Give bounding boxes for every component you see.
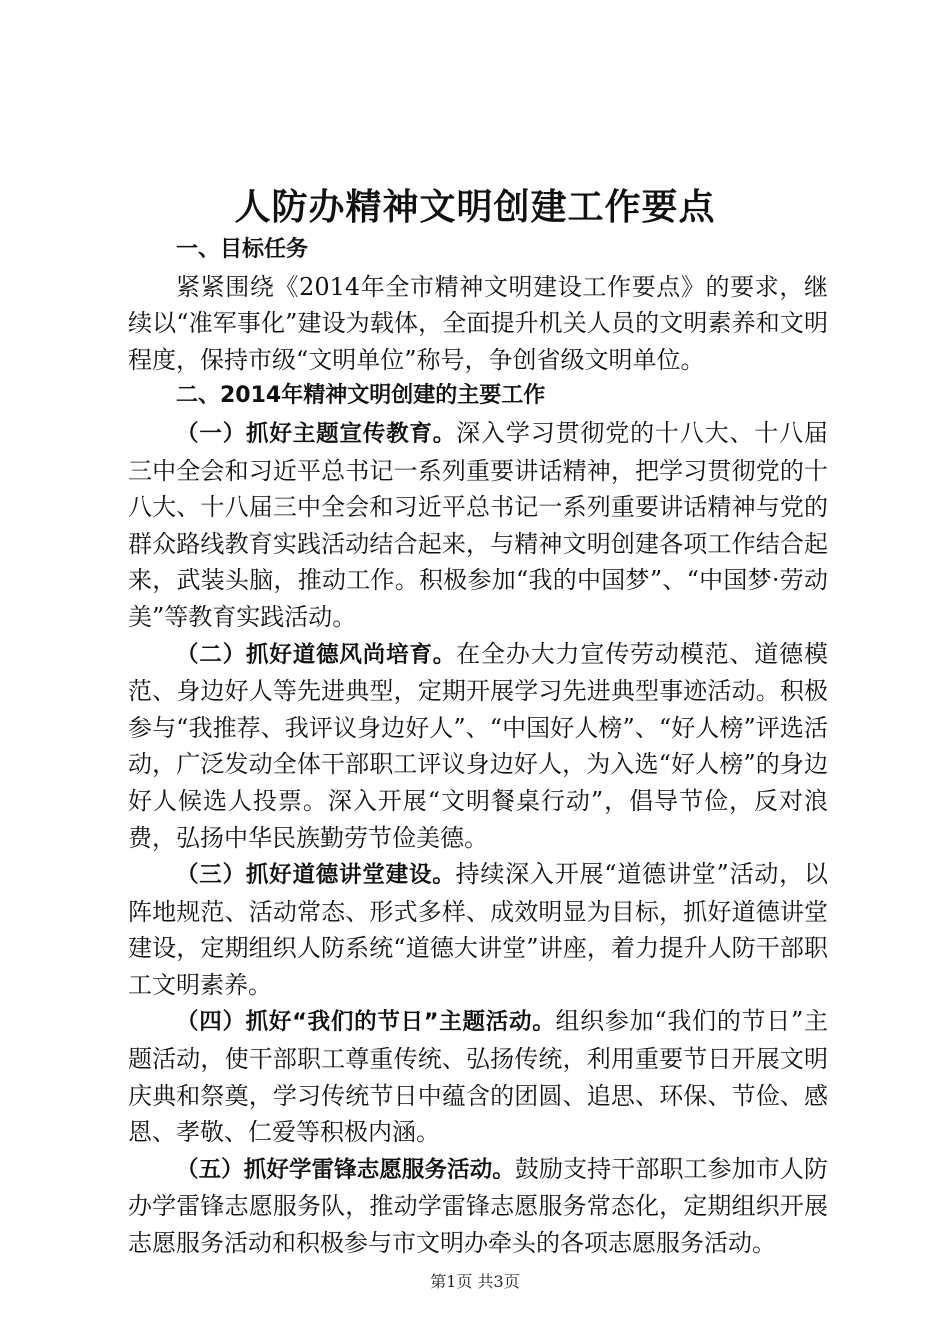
- work-item-5: [128, 1151, 828, 1262]
- work-item-4-lead: （四）抓好“我们的节日”主题活动。: [176, 1009, 556, 1036]
- work-item-5-text: 鼓励支持干部职工参加市人防办学雷锋志愿服务队，推动学雷锋志愿服务常态化，定期组织开展志愿服务活动和积极参与市文明办牵头的各项志愿服务活动。: [128, 1154, 828, 1258]
- document-title: 人防办精神文明创建工作要点: [234, 187, 716, 228]
- section-heading-goals: 一、目标任务: [176, 237, 309, 262]
- work-item-3-text: 持续深入开展“道德讲堂”活动，以阵地规范、活动常态、形式多样、成效明显为目标，抓好道德讲堂建设，定期组织人防系统“道德大讲堂”讲座，着力提升人防干部职工文明素养。: [128, 860, 828, 999]
- work-item-1-lead: （一）抓好主题宣传教育。: [176, 420, 457, 447]
- work-item-4-text: 组织参加“我们的节日”主题活动，使干部职工尊重传统、弘扬传统，利用重要节日开展文明庆典和祭奠，学习传统节日中蕴含的团圆、追思、环保、节俭、感恩、孝敬、仁爱等积极内涵。: [128, 1007, 828, 1147]
- work-item-2-lead: （二）抓好道德风尚培育。: [176, 641, 457, 668]
- document-body: [128, 232, 828, 1262]
- work-item-5-lead: （五）抓好学雷锋志愿服务活动。: [176, 1156, 515, 1183]
- work-item-3: [128, 856, 828, 1003]
- work-item-1: [128, 415, 828, 636]
- work-item-4: [128, 1003, 828, 1150]
- work-item-2: [128, 636, 828, 857]
- work-item-3-lead: （三）抓好道德讲堂建设。: [176, 862, 456, 889]
- section-heading-main-work: 二、2014年精神文明创建的主要工作: [176, 383, 546, 409]
- work-item-1-text: 深入学习贯彻党的十八大、十八届三中全会和习近平总书记一系列重要讲话精神，把学习贯彻党的十八大、十八届三中全会和习近平总书记一系列重要讲话精神与党的群众路线教育实践活动结合起来，与精神文明创建各项工作结合起来，武装头脑，推动工作。积极参加“我的中国梦”、“中国梦·劳动美”等教育实践活动。: [128, 418, 828, 631]
- page-footer: 第1页 共3页: [430, 1272, 520, 1291]
- goals-paragraph: 紧紧围绕《2014年全市精神文明建设工作要点》的要求，继续以“准军事化”建设为载体，全面提升机关人员的文明素养和文明程度，保持市级“文明单位”称号，争创省级文明单位。: [128, 272, 828, 374]
- work-item-2-text: 在全办大力宣传劳动模范、道德模范、身边好人等先进典型，定期开展学习先进典型事迹活动。积极参与“我推荐、我评议身边好人”、“中国好人榜”、“好人榜”评选活动，广泛发动全体干部职工评议身边好人，为入选“好人榜”的身边好人候选人投票。深入开展“文明餐桌行动”，倡导节俭，反对浪费，弘扬中华民族勤劳节俭美德。: [128, 639, 828, 852]
